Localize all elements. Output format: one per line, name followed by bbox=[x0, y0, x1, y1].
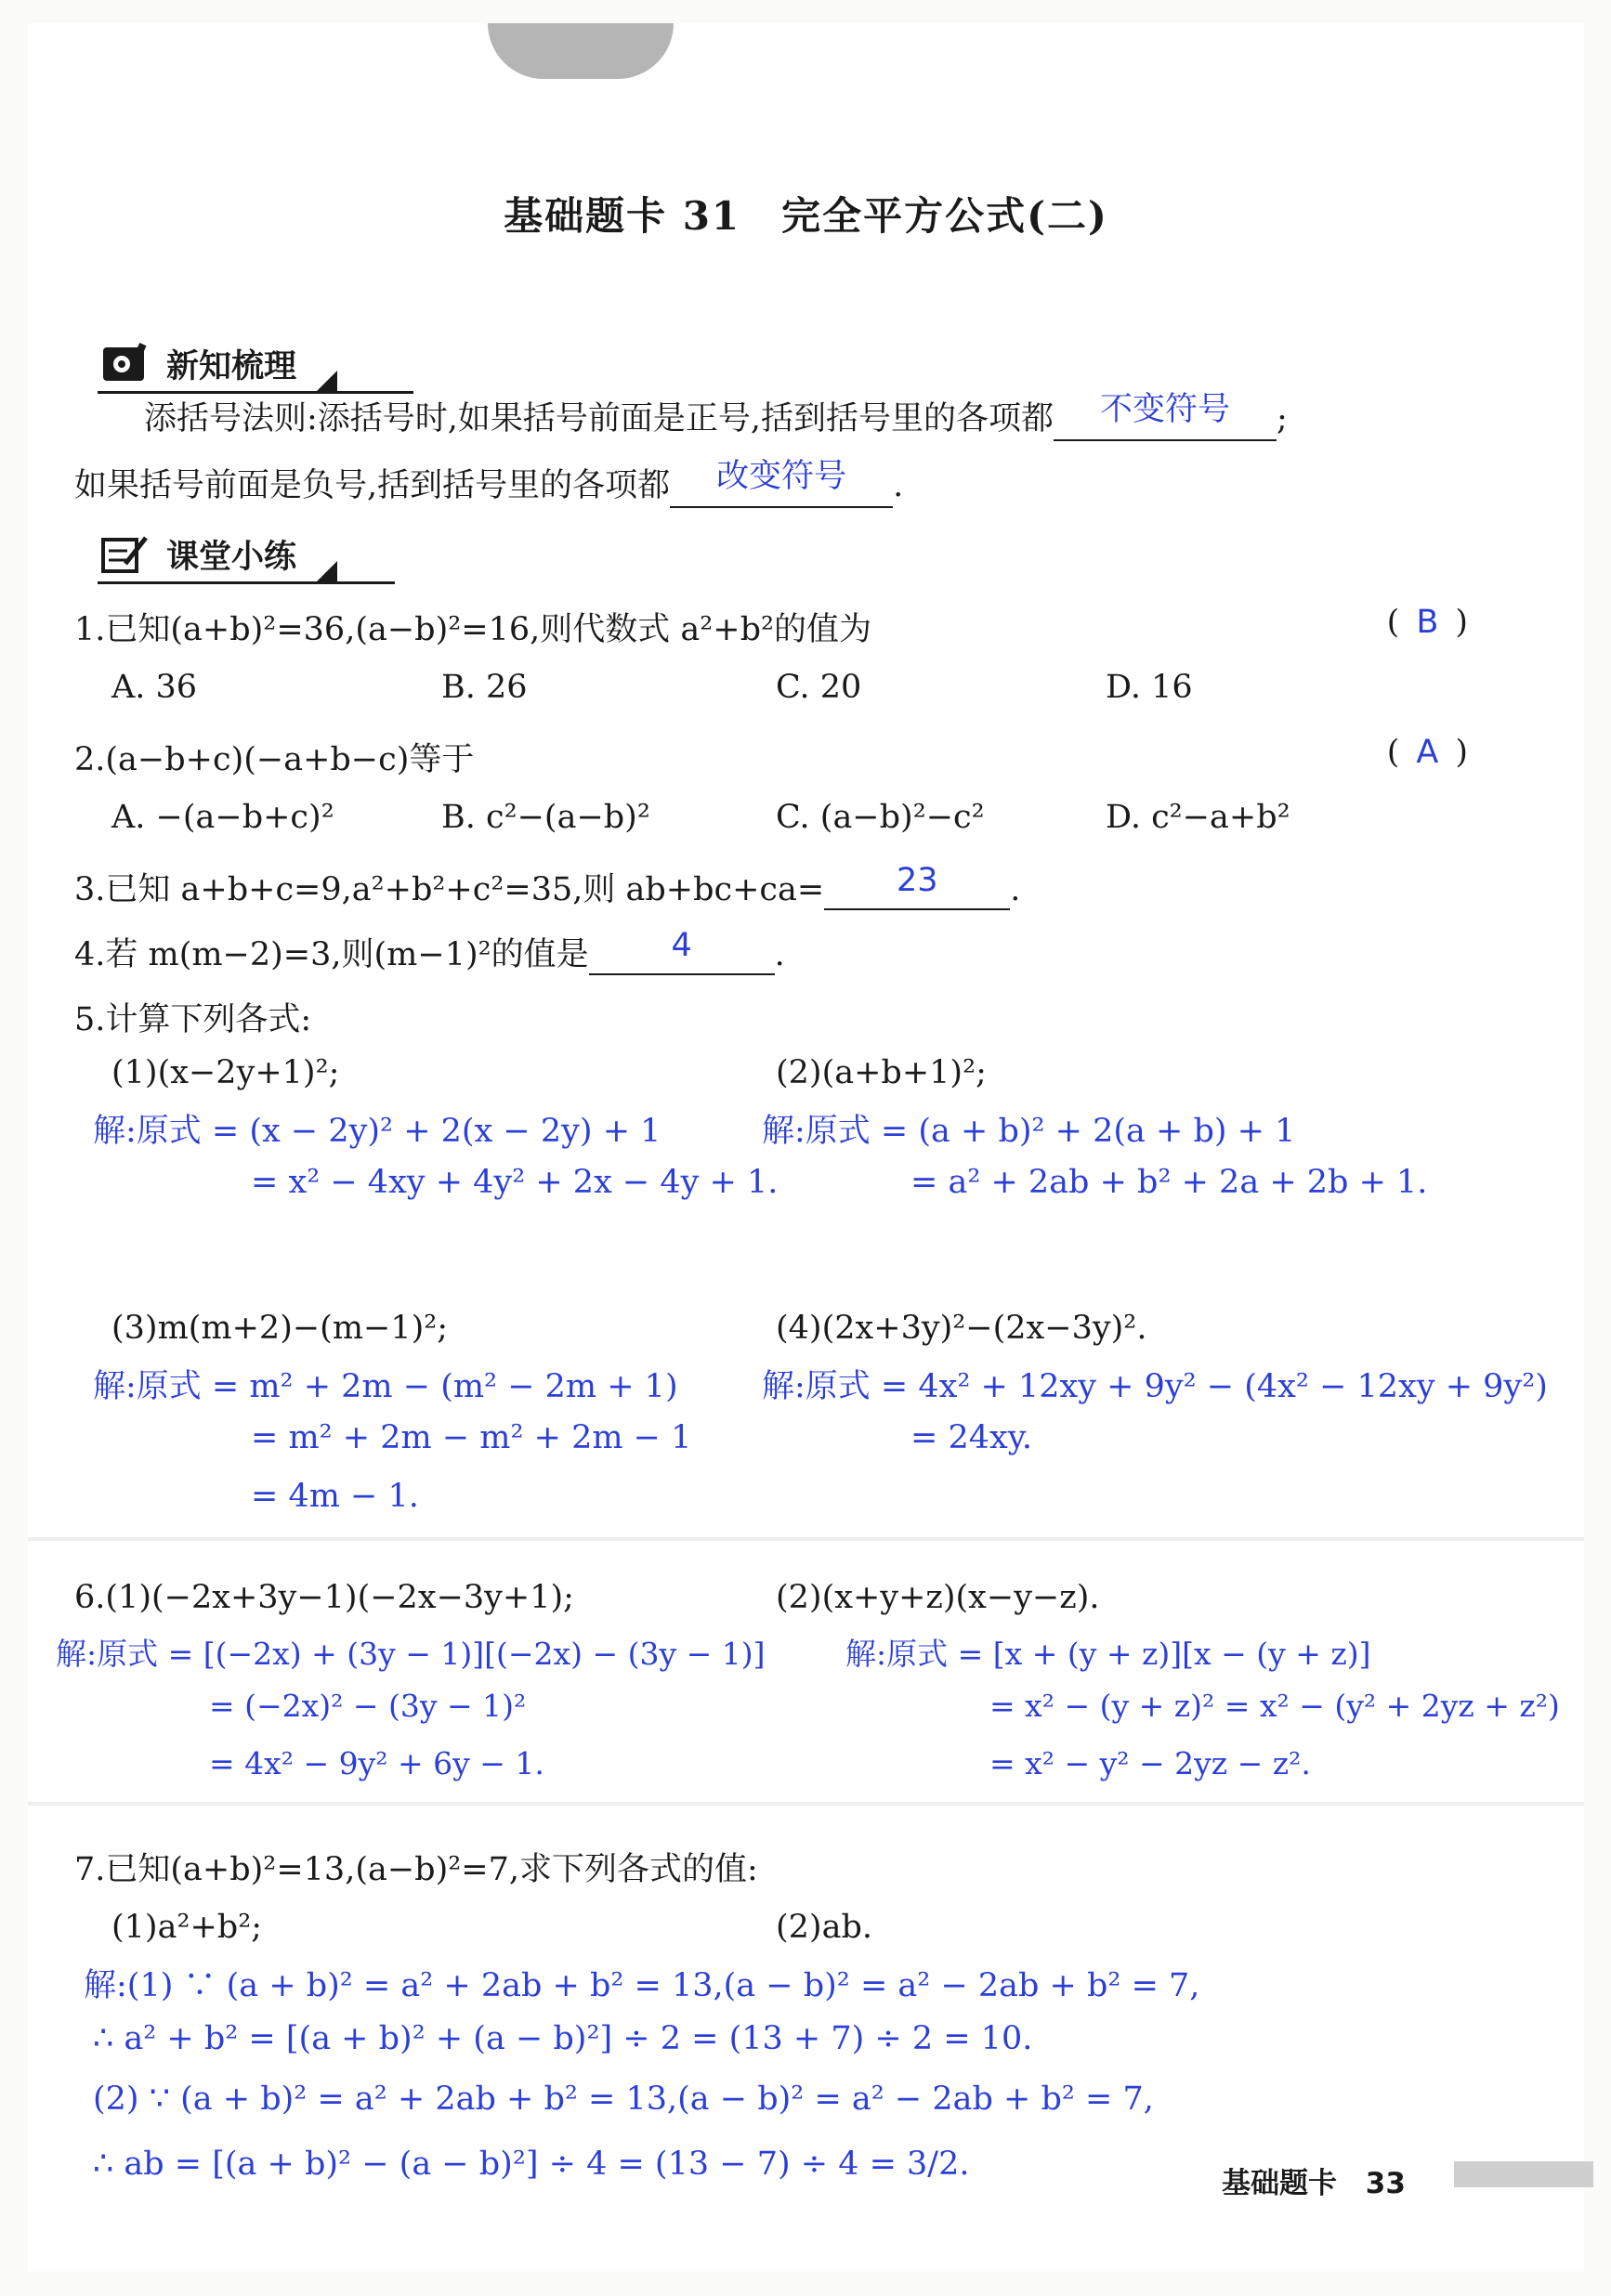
q5-part1: (1)(x−2y+1)²; bbox=[111, 1054, 340, 1091]
page-footer bbox=[1222, 2159, 1406, 2201]
q7-solution-line: (2) ∵ (a + b)² = a² + 2ab + b² = 13,(a − b)² = a² − 2ab + b² = 7, bbox=[93, 2081, 1154, 2118]
q6-part1: 6.(1)(−2x+3y−1)(−2x−3y+1); bbox=[74, 1579, 574, 1616]
worksheet-page bbox=[28, 23, 1584, 2271]
q1-option-d: D. 16 bbox=[1106, 669, 1193, 706]
q5-part1-solution-line: 解:原式 = (x − 2y)² + 2(x − 2y) + 1 bbox=[93, 1113, 661, 1150]
pencil-notebook-icon bbox=[98, 530, 153, 579]
top-tab-decoration bbox=[488, 23, 674, 79]
q4-line: 4.若 m(m−2)=3,则(m−1)²的值是 4 . bbox=[74, 927, 785, 973]
q5-part4: (4)(2x+3y)²−(2x−3y)². bbox=[776, 1310, 1147, 1347]
q7-solution-line: ∴ ab = [(a + b)² − (a − b)²] ÷ 4 = (13 − 7) ÷ 4 = 3/2. bbox=[93, 2146, 970, 2183]
page-number: 33 bbox=[1365, 2167, 1406, 2200]
q6-part2: (2)(x+y+z)(x−y−z). bbox=[776, 1579, 1100, 1616]
q6-part2-solution-line: = x² − (y + z)² = x² − (y² + 2yz + z²) bbox=[989, 1688, 1560, 1724]
q3-blank: 23 bbox=[824, 871, 1010, 910]
q6-part1-solution-line: 解:原式 = [(−2x) + (3y − 1)][(−2x) − (3y − 1)] bbox=[56, 1636, 766, 1672]
q2-answer-paren: ( A ) bbox=[1386, 734, 1468, 771]
divider bbox=[28, 1802, 1584, 1806]
q2-option-a: A. −(a−b+c)² bbox=[111, 799, 334, 836]
q1-stem: 1.已知(a+b)²=36,(a−b)²=16,则代数式 a²+b²的值为 bbox=[74, 611, 872, 648]
q2-stem: 2.(a−b+c)(−a+b−c)等于 bbox=[74, 741, 475, 778]
q6-part2-solution-line: 解:原式 = [x + (y + z)][x − (y + z)] bbox=[845, 1636, 1371, 1672]
divider bbox=[28, 1537, 1584, 1541]
rule-line-2: 如果括号前面是负号,括到括号里的各项都 改变符号 . bbox=[74, 460, 903, 508]
q5-part3-solution-line: = 4m − 1. bbox=[251, 1478, 419, 1515]
q7-solution-line: 解:(1) ∵ (a + b)² = a² + 2ab + b² = 13,(a − b)² = a² − 2ab + b² = 7, bbox=[84, 1967, 1200, 2004]
q7-solution-line: ∴ a² + b² = [(a + b)² + (a − b)²] ÷ 2 = (13 + 7) ÷ 2 = 10. bbox=[93, 2020, 1033, 2057]
q5-stem: 5.计算下列各式: bbox=[74, 1001, 312, 1038]
q1-option-b: B. 26 bbox=[441, 669, 528, 706]
q6-part1-solution-line: = 4x² − 9y² + 6y − 1. bbox=[209, 1745, 544, 1781]
q5-part3: (3)m(m+2)−(m−1)²; bbox=[111, 1310, 449, 1347]
section-rule bbox=[98, 581, 395, 584]
section-label: 新知梳理 bbox=[166, 348, 297, 385]
rule-line-1: 添括号法则:添括号时,如果括号前面是正号,括到括号里的各项都 不变符号 ; bbox=[144, 393, 1288, 441]
q1-option-a: A. 36 bbox=[111, 669, 198, 706]
q7-part1: (1)a²+b²; bbox=[111, 1909, 263, 1946]
corner-triangle bbox=[317, 561, 337, 581]
q7-part2: (2)ab. bbox=[776, 1909, 872, 1946]
q5-part4-solution-line: 解:原式 = 4x² + 12xy + 9y² − (4x² − 12xy + 9y²) bbox=[762, 1368, 1548, 1405]
footer-bar-decoration bbox=[1454, 2161, 1593, 2187]
section-new-knowledge bbox=[98, 334, 395, 394]
q5-part3-solution-line: = m² + 2m − m² + 2m − 1 bbox=[251, 1419, 692, 1456]
q5-part2-solution-line: 解:原式 = (a + b)² + 2(a + b) + 1 bbox=[762, 1113, 1296, 1150]
q1-option-c: C. 20 bbox=[776, 669, 862, 706]
q5-part2-solution-line: = a² + 2ab + b² + 2a + 2b + 1. bbox=[910, 1164, 1428, 1201]
q5-part1-solution-line: = x² − 4xy + 4y² + 2x − 4y + 1. bbox=[251, 1164, 779, 1201]
q5-part4-solution-line: = 24xy. bbox=[910, 1419, 1032, 1456]
page-title: 基础题卡 31 完全平方公式(二) bbox=[504, 193, 1108, 239]
q2-option-d: D. c²−a+b² bbox=[1106, 799, 1290, 836]
q2-option-c: C. (a−b)²−c² bbox=[776, 799, 985, 836]
footer-label: 基础题卡 bbox=[1222, 2167, 1337, 2200]
q5-part3-solution-line: 解:原式 = m² + 2m − (m² − 2m + 1) bbox=[93, 1368, 678, 1405]
answer-blank-1: 不变符号 bbox=[1054, 393, 1277, 441]
q2-option-b: B. c²−(a−b)² bbox=[441, 799, 650, 836]
q3-line: 3.已知 a+b+c=9,a²+b²+c²=35,则 ab+bc+ca= 23 . bbox=[74, 862, 1021, 908]
q1-answer-paren: ( B ) bbox=[1386, 604, 1468, 641]
q6-part2-solution-line: = x² − y² − 2yz − z². bbox=[989, 1745, 1311, 1781]
corner-triangle bbox=[317, 371, 337, 391]
answer-blank-2: 改变符号 bbox=[670, 460, 893, 508]
q5-part2: (2)(a+b+1)²; bbox=[776, 1054, 987, 1091]
book-icon bbox=[98, 340, 153, 388]
q4-blank: 4 bbox=[589, 936, 775, 975]
q7-stem: 7.已知(a+b)²=13,(a−b)²=7,求下列各式的值: bbox=[74, 1851, 758, 1888]
section-label: 课堂小练 bbox=[166, 539, 297, 576]
q6-part1-solution-line: = (−2x)² − (3y − 1)² bbox=[209, 1688, 527, 1724]
section-practice bbox=[98, 525, 376, 584]
